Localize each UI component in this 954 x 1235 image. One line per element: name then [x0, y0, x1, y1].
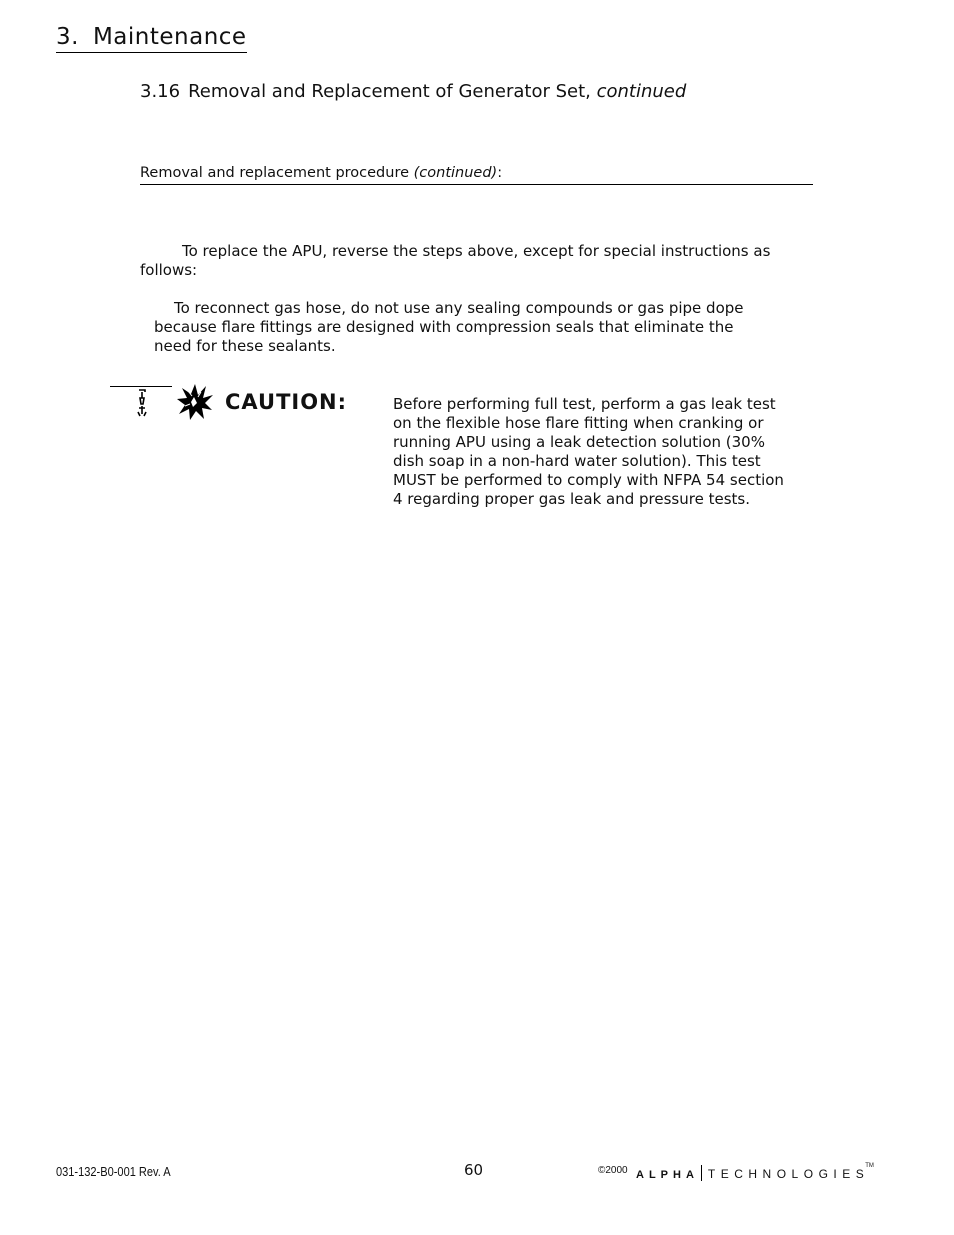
replace-apu-line-2: follows: — [140, 261, 198, 279]
warning-marker-icon — [134, 388, 150, 418]
procedure-header — [140, 165, 813, 185]
alpha-technologies-logo — [636, 1163, 874, 1181]
footer-doc-number: 031-132-B0-001 Rev. A — [56, 1164, 171, 1179]
caution-line-5: MUST be performed to comply with NFPA 54 section — [393, 471, 784, 489]
replace-apu-line-1: To replace the APU, reverse the steps above, except for special instructions as — [182, 242, 771, 260]
reconnect-line-1: To reconnect gas hose, do not use any sealing compounds or gas pipe dope — [174, 299, 744, 317]
reconnect-gas-hose-paragraph — [154, 299, 804, 356]
procedure-header-colon: : — [497, 165, 503, 181]
chapter-title-text: Maintenance — [92, 24, 247, 50]
logo-trademark: TM — [865, 1163, 874, 1169]
chapter-number: 3. — [56, 24, 79, 50]
caution-text — [393, 395, 813, 509]
procedure-header-continued: (continued) — [413, 165, 498, 181]
caution-line-6: 4 regarding proper gas leak and pressure tests. — [393, 490, 750, 508]
caution-label: CAUTION: — [225, 390, 348, 414]
chapter-title — [56, 24, 247, 53]
procedure-header-text: Removal and replacement procedure — [140, 165, 410, 181]
caution-line-1: Before performing full test, perform a gas leak test — [393, 395, 776, 413]
section-title — [140, 81, 686, 102]
caution-divider — [110, 386, 172, 387]
section-number: 3.16 — [140, 81, 181, 102]
logo-alpha: ALPHA — [636, 1169, 699, 1181]
explosion-icon — [176, 383, 214, 421]
logo-technologies: TECHNOLOGIES — [707, 1167, 870, 1181]
footer-copyright: ©2000 — [598, 1165, 628, 1176]
replace-apu-paragraph — [140, 242, 820, 280]
reconnect-line-3: need for these sealants. — [154, 337, 336, 355]
caution-line-4: dish soap in a non-hard water solution). This test — [393, 452, 761, 470]
caution-line-3: running APU using a leak detection solution (30% — [393, 433, 765, 451]
caution-line-2: on the flexible hose flare fitting when cranking or — [393, 414, 764, 432]
section-title-continued: continued — [596, 81, 687, 102]
logo-separator — [701, 1165, 702, 1181]
footer-page-number: 60 — [464, 1161, 484, 1179]
reconnect-line-2: because flare fittings are designed with compression seals that eliminate the — [154, 318, 734, 336]
section-title-text: Removal and Replacement of Generator Set, — [188, 81, 591, 102]
